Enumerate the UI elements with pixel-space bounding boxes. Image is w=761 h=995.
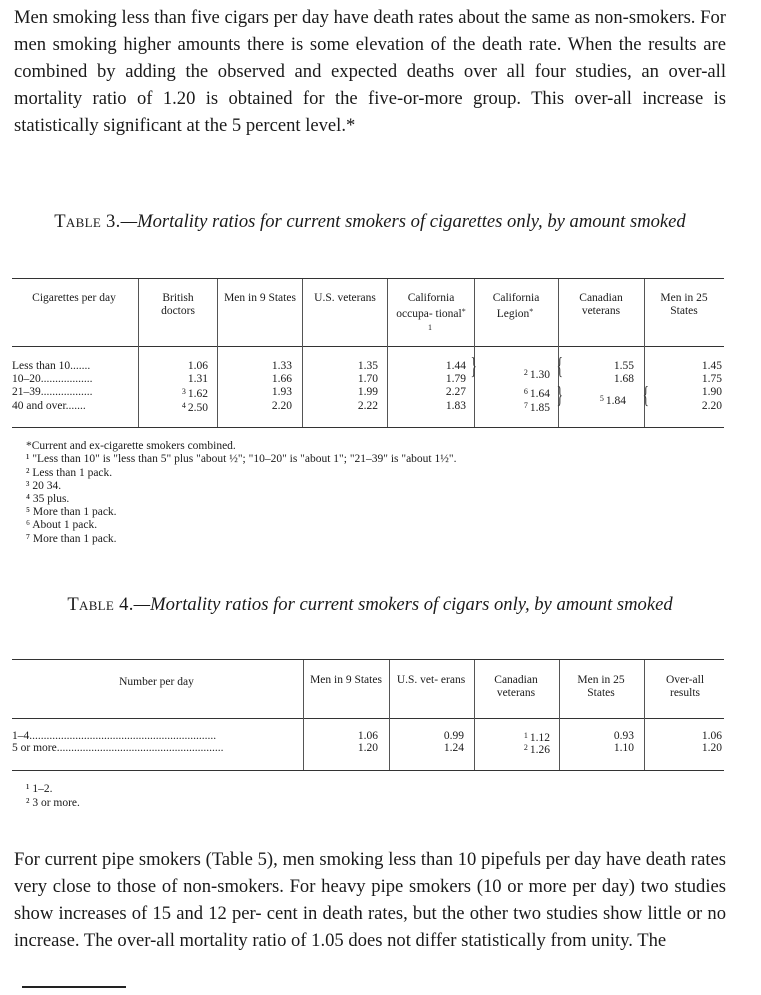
table3-cell: 1.68 bbox=[613, 373, 634, 385]
table3-title bbox=[14, 210, 726, 234]
paragraph-pipe-smokers: For current pipe smokers (Table 5), men smoking less than 10 pipefuls per day have death rates very close to those of non-smokers. For heavy pipe smokers (10 or more per day) two studies show increases of 15 and 12 per- cent in death rates, but the other two studies show little or no increase. The over-all mortality ratio of 1.05 does not differ statistically from unity. The bbox=[14, 849, 726, 951]
table3-footnote: ³ 20 34. bbox=[26, 480, 62, 492]
table3-canvets-brace-left: { bbox=[556, 354, 563, 380]
table4-row-label: 5 or more.......................................................... bbox=[12, 742, 224, 754]
table3-col-divider bbox=[217, 279, 218, 427]
table4-top-rule bbox=[12, 659, 724, 660]
table3-footnote: ¹ "Less than 10" is "less than 5" plus "about ½"; "10–20" is "about 1"; "21–39" is "about 1½". bbox=[26, 453, 457, 465]
table3-cell: 1.35 bbox=[357, 360, 378, 372]
table3-header-calocc: California occupa- tional$^{* 1}$ bbox=[396, 292, 466, 332]
table3-col-divider bbox=[138, 279, 139, 427]
table3-cell: 1.55 bbox=[613, 360, 634, 372]
table4-header-canvets: Canadian veterans bbox=[494, 674, 538, 699]
footnote-separator-rule bbox=[22, 986, 126, 988]
table3-header-men25: Men in 25 States bbox=[660, 292, 708, 317]
table3-header-cigarettes: Cigarettes per day bbox=[32, 292, 116, 304]
table3-footnote: ⁴ 35 plus. bbox=[26, 493, 70, 505]
table3-cell: 1.75 bbox=[701, 373, 722, 385]
table4-cell: 0.93 bbox=[613, 730, 634, 742]
table3-cell: 1.99 bbox=[357, 386, 378, 398]
table4-col-divider bbox=[559, 660, 560, 770]
table4-cell: 0.99 bbox=[443, 730, 464, 742]
table3-legion-brace: } bbox=[470, 354, 477, 380]
table3-footnote: ⁶ About 1 pack. bbox=[26, 519, 98, 531]
table3-top-rule bbox=[12, 278, 724, 279]
table3-row-label: 40 and over....... bbox=[12, 400, 86, 412]
table3-header-vets: U.S. veterans bbox=[314, 292, 376, 304]
table4-header-vets: U.S. vet- erans bbox=[396, 674, 466, 686]
table3-row-label: Less than 10....... bbox=[12, 360, 91, 372]
table3-cell: 2.20 bbox=[701, 400, 722, 412]
table4-cell: 1.20 bbox=[357, 742, 378, 754]
table4-header-men9: Men in 9 States bbox=[310, 674, 382, 686]
table3-header-british: British doctors bbox=[161, 292, 195, 317]
table3-col-divider bbox=[474, 279, 475, 427]
table3-row-label: 10–20.................. bbox=[12, 373, 93, 385]
table4-cell: 1.06 bbox=[701, 730, 722, 742]
table3-cell: 1.83 bbox=[445, 400, 466, 412]
table3-header-legion: California Legion* bbox=[492, 292, 540, 320]
table3-footnote: ⁷ More than 1 pack. bbox=[26, 533, 117, 545]
table3-cell: 1.79 bbox=[445, 373, 466, 385]
table3-label: Table 3. bbox=[54, 211, 121, 232]
table4-header-overall: Over-all results bbox=[665, 674, 705, 699]
paragraph-cigar-results: Men smoking less than five cigars per day have death rates about the same as non-smokers. For men smoking higher amounts there is some elevation of the death rate. When the results are combined by adding the observed and expected deaths over all four studies, an over-all mortality ratio of 1.20 is obtained for the five-or-more group. This over-all increase is statistically significant at the 5 percent level.* bbox=[14, 7, 726, 136]
table3-cell: 1.06 bbox=[187, 360, 208, 372]
table3-men25-brace: { bbox=[642, 383, 649, 409]
table3-row-label: 21–39.................. bbox=[12, 386, 93, 398]
table4-footnote: ¹ 1–2. bbox=[26, 783, 53, 795]
table3-cell: 1.66 bbox=[271, 373, 292, 385]
table4-header-rule bbox=[12, 718, 724, 719]
table4-col-divider bbox=[474, 660, 475, 770]
table4-label: Table 4. bbox=[67, 594, 134, 615]
table4-title bbox=[14, 593, 726, 617]
table4-col-divider bbox=[644, 660, 645, 770]
table3-header-canvets: Canadian veterans bbox=[579, 292, 623, 317]
table4-cell: 1.10 bbox=[613, 742, 634, 754]
table3-canvets-brace-right: } bbox=[556, 383, 563, 409]
table4-cell: 1.24 bbox=[443, 742, 464, 754]
table4-col-divider bbox=[303, 660, 304, 770]
table3-footnote: *Current and ex-cigarette smokers combined. bbox=[26, 440, 236, 452]
table4-cell: 1.20 bbox=[701, 742, 722, 754]
table4-cell: 1.06 bbox=[357, 730, 378, 742]
table4-header-men25: Men in 25 States bbox=[577, 674, 625, 699]
table3-footnote: ⁵ More than 1 pack. bbox=[26, 506, 117, 518]
table3-cell: 1.90 bbox=[701, 386, 722, 398]
table3-header-rule bbox=[12, 346, 724, 347]
table3-cell: 1.45 bbox=[701, 360, 722, 372]
table3-cell: 2.27 bbox=[445, 386, 466, 398]
table3-cell: $^7$ 1.85 bbox=[523, 401, 550, 414]
table3-footnote: ² Less than 1 pack. bbox=[26, 467, 113, 479]
table4-row-label: 1–4................................................................. bbox=[12, 730, 217, 742]
table4-bottom-rule bbox=[12, 770, 724, 771]
table3-cell: 1.33 bbox=[271, 360, 292, 372]
table3-col-divider bbox=[387, 279, 388, 427]
table4-footnote: ² 3 or more. bbox=[26, 797, 80, 809]
table3-cell: 1.44 bbox=[445, 360, 466, 372]
table3-cell: 2.20 bbox=[271, 400, 292, 412]
table4-header-number: Number per day bbox=[119, 676, 194, 688]
table3-cell: 1.70 bbox=[357, 373, 378, 385]
table3-cell: $^3$ 1.62 bbox=[181, 387, 208, 400]
table4-cell: $^1$ 1.12 bbox=[523, 731, 550, 744]
table3-cell: 1.31 bbox=[187, 373, 208, 385]
table3-cell-legion-merged: $^2$ 1.30 bbox=[523, 368, 550, 381]
table4-caption: —Mortality ratios for current smokers of cigars only, by amount smoked bbox=[133, 594, 673, 615]
table3-caption: —Mortality ratios for current smokers of cigarettes only, by amount smoked bbox=[120, 211, 686, 232]
table3-header-men9: Men in 9 States bbox=[224, 292, 296, 304]
table3-cell: $^6$ 1.64 bbox=[523, 387, 550, 400]
table4-col-divider bbox=[389, 660, 390, 770]
table3-cell: $^4$ 2.50 bbox=[181, 401, 208, 414]
table3-cell-canvets-merged: $^5$ 1.84 bbox=[599, 394, 626, 407]
table3-bottom-rule bbox=[12, 427, 724, 428]
table4-cell: $^2$ 1.26 bbox=[523, 743, 550, 756]
table3-cell: 2.22 bbox=[357, 400, 378, 412]
table3-col-divider bbox=[302, 279, 303, 427]
table3-cell: 1.93 bbox=[271, 386, 292, 398]
